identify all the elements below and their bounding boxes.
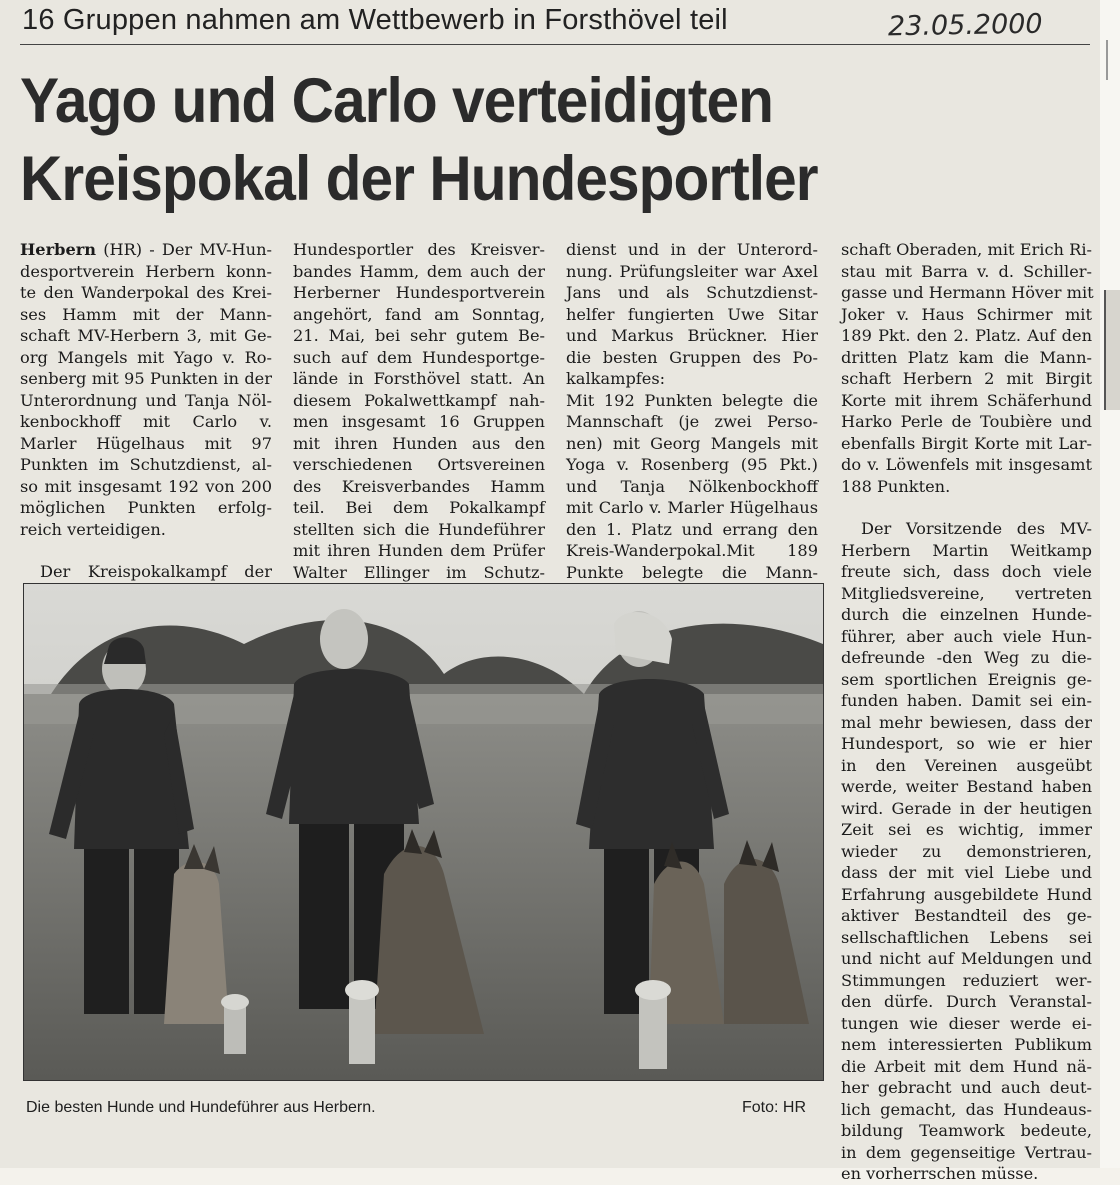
text-line: helfer fungierten Uwe Sitar <box>566 304 818 324</box>
column-4-paragraph-2 <box>841 518 1092 1185</box>
text-line: Mitgliedsvereine, vertreten <box>841 583 1092 603</box>
text-line: bandes Hamm, dem auch der <box>293 261 545 281</box>
text-line: nem interessierten Publikum <box>841 1035 1092 1054</box>
photo-scene <box>24 584 823 1080</box>
text-line: in den Vereinen ausgeübt <box>841 755 1092 775</box>
scan-margin <box>1100 0 1120 1168</box>
article-column-4 <box>841 239 1092 1185</box>
photo-caption: Die besten Hunde und Hundeführer aus Herbern. <box>26 1099 376 1116</box>
text-line: tungen wie dieser werde ei- <box>841 1013 1092 1033</box>
column-1-paragraph-2 <box>20 561 272 583</box>
text-line: führer, aber auch viele Hun- <box>841 626 1092 646</box>
text-line: sem sportlichen Ereignis ge- <box>841 669 1092 689</box>
text-line: mit ihren Hunden dem Prüfer <box>293 541 545 560</box>
text-line: Walter Ellinger im Schutz- <box>293 562 545 582</box>
text-line: do v. Löwenfels mit insgesamt <box>841 455 1092 474</box>
text-line: schaft Herbern 2 mit Birgit <box>841 369 1092 388</box>
text-line: te den Wanderpokal des Krei- <box>20 283 272 302</box>
headline <box>20 62 1015 218</box>
text-line: lände in Forsthövel statt. An <box>293 369 545 388</box>
text-line: Mit 192 Punkten belegte die <box>566 390 818 410</box>
text-line: freute sich, dass doch viele <box>841 562 1092 581</box>
text-line: Mannschaft (je zwei Perso- <box>566 412 818 431</box>
text-line: stellten sich die Hundeführer <box>293 519 545 539</box>
text-line: Korte mit ihrem Schäferhund <box>841 390 1092 410</box>
article-photo <box>23 583 824 1081</box>
text-line: mit Carlo v. Marler Hügelhaus <box>566 498 818 517</box>
text-line: und Tanja Nölkenbockhoff <box>566 476 818 496</box>
column-3-text <box>566 239 818 583</box>
text-line: nen) mit Georg Mangels mit <box>566 433 818 453</box>
headline-line-2: Kreispokal der Hundesportler <box>20 144 818 214</box>
text-line: dienst und in der Unterord- <box>566 240 818 259</box>
text-line: en vorherrschen müsse. <box>841 1164 1039 1183</box>
text-line: mit ihren Hunden aus den <box>293 433 545 453</box>
text-line: Hundesportler des Kreisver- <box>293 240 545 259</box>
text-line: kalkampfes: <box>566 369 666 388</box>
text-line: ebenfalls Birgit Korte mit Lar- <box>841 433 1092 453</box>
text-line: und nicht auf Meldungen und <box>841 949 1092 968</box>
text-line: Stimmungen reduziert wer- <box>841 970 1092 990</box>
text-line: verschiedenen Ortsvereinen <box>293 455 545 474</box>
text-line: und Markus Brückner. Hier <box>566 326 818 345</box>
text-line: ses Hamm mit der Mann- <box>20 304 272 324</box>
text-line: angehört, fand am Sonntag, <box>293 304 545 324</box>
text-line: aktiver Bestandteil des ge- <box>841 906 1092 925</box>
text-line: Harko Perle de Toubière und <box>841 412 1092 431</box>
text-line <box>20 239 272 261</box>
text-line: desportverein Herbern konn- <box>20 261 272 281</box>
text-line: durch die einzelnen Hunde- <box>841 605 1092 624</box>
column-4-paragraph-1 <box>841 239 1092 497</box>
text-line: sellschaftlichen Lebens sei <box>841 927 1092 947</box>
handwritten-date: 23.05.2000 <box>887 8 1043 43</box>
text-line: Der Kreispokalkampf der <box>40 562 272 581</box>
text-line: den dürfe. Durch Veranstal- <box>841 992 1092 1011</box>
text-line: dritten Platz kam die Mann- <box>841 347 1092 367</box>
trophy-left <box>221 994 249 1054</box>
text-line: Marler Hügelhaus mit 97 <box>20 433 272 453</box>
text-line: des Kreisverbandes Hamm <box>293 476 545 496</box>
text-line: Joker v. Haus Schirmer mit <box>841 304 1092 324</box>
text-line: reich verteidigen. <box>20 519 166 539</box>
text-line: org Mangels mit Yago v. Ro- <box>20 347 272 367</box>
text-line: dass der mit viel Liebe und <box>841 863 1092 882</box>
kicker-rule <box>20 44 1090 45</box>
text-line-rest: (HR) - Der MV-Hun- <box>96 240 272 259</box>
text-line: 21. Mai, bei sehr gutem Be- <box>293 326 545 345</box>
text-line: schaft Oberaden, mit Erich Ri- <box>841 240 1092 259</box>
text-line: 188 Punkten. <box>841 476 951 496</box>
text-line: her gebracht und auch deut- <box>841 1078 1092 1097</box>
text-line: Punkten im Schutzdienst, al- <box>20 455 272 474</box>
kicker-line: 16 Gruppen nahmen am Wettbewerb in Forsthövel teil <box>22 4 728 36</box>
text-line: funden haben. Damit sei ein- <box>841 691 1092 710</box>
text-line: senberg mit 95 Punkten in der <box>20 369 272 388</box>
text-line: in dem gegenseitige Vertrau- <box>841 1142 1092 1162</box>
text-line: so mit insgesamt 192 von 200 <box>20 476 272 496</box>
text-line: bildung Teamwork bedeute, <box>841 1121 1092 1140</box>
photo-credit: Foto: HR <box>742 1099 807 1116</box>
column-2-text <box>293 239 545 583</box>
text-line: stau mit Barra v. d. Schiller- <box>841 261 1092 281</box>
text-line: gasse und Hermann Höver mit <box>841 283 1094 302</box>
text-line: Kreis-Wanderpokal.Mit 189 <box>566 541 818 560</box>
text-line: die Arbeit mit dem Hund nä- <box>841 1056 1092 1076</box>
trophy-center <box>345 980 379 1064</box>
text-line: Hundesport, so wie er hier <box>841 734 1092 753</box>
text-line: 189 Pkt. den 2. Platz. Auf den <box>841 326 1092 345</box>
text-line: Jans und als Schutzdienst- <box>566 283 818 302</box>
text-line: Yoga v. Rosenberg (95 Pkt.) <box>566 455 818 474</box>
text-line: teil. Bei dem Pokalkampf <box>293 498 545 517</box>
text-line: defreunde -den Weg zu die- <box>841 648 1092 667</box>
text-line: such auf dem Hundesportge- <box>293 347 545 367</box>
text-line: werde, weiter Bestand haben <box>841 777 1092 796</box>
text-line: mal mehr bewiesen, dass der <box>841 712 1092 732</box>
column-1-paragraph-1 <box>20 239 272 540</box>
text-line: lich gemacht, das Hundeaus- <box>841 1099 1092 1119</box>
text-line: wieder zu demonstrieren, <box>841 841 1092 861</box>
text-line: wird. Gerade in der heutigen <box>841 798 1092 818</box>
text-line: schaft MV-Herbern 3, mit Ge- <box>20 326 272 345</box>
text-line: möglichen Punkten erfolg- <box>20 498 272 517</box>
headline-line-1: Yago und Carlo verteidigten <box>20 66 773 136</box>
article-column-3 <box>566 239 818 583</box>
text-line: nung. Prüfungsleiter war Axel <box>566 261 818 281</box>
text-line: men insgesamt 16 Gruppen <box>293 412 545 431</box>
trophy-right <box>635 980 671 1069</box>
text-line: die besten Gruppen des Po- <box>566 347 818 367</box>
article-column-2 <box>293 239 545 583</box>
text-line: Zeit sei es wichtig, immer <box>841 820 1092 839</box>
dateline-location: Herbern <box>20 240 97 259</box>
text-line: Erfahrung ausgebildete Hund <box>841 884 1092 904</box>
text-line: kenbockhoff mit Carlo v. <box>20 412 272 431</box>
article-column-1 <box>20 239 272 583</box>
text-line: Herbern Martin Weitkamp <box>841 540 1092 560</box>
text-line: Unterordnung und Tanja Nöl- <box>20 390 272 410</box>
text-line: Punkte belegte die Mann- <box>566 562 818 582</box>
text-line: diesem Pokalwettkampf nah- <box>293 390 545 410</box>
text-line: Herberner Hundesportverein <box>293 283 545 302</box>
text-line: Der Vorsitzende des MV- <box>861 519 1092 538</box>
text-line: den 1. Platz und errang den <box>566 519 818 539</box>
